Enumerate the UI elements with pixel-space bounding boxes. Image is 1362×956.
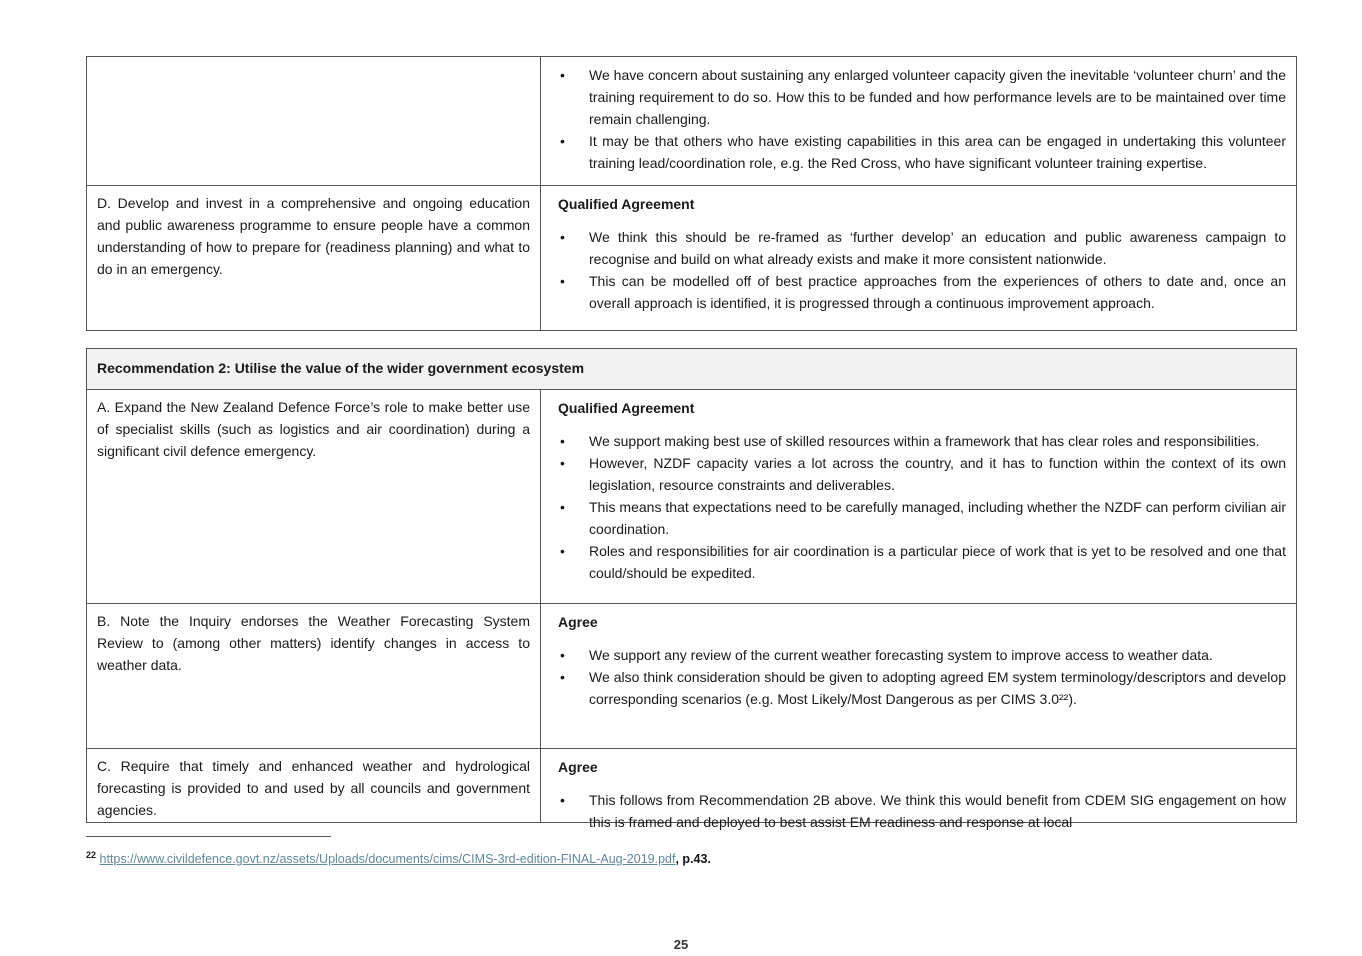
response-bullet-list bbox=[558, 789, 1286, 833]
response-cell bbox=[541, 749, 1296, 830]
response-cell bbox=[541, 604, 1296, 748]
footnote bbox=[86, 850, 711, 868]
response-bullet: • This can be modelled off of best practice approaches from the experiences of others to date and, once an overall approach is identified, it is progressed through a continuous improvement approach. bbox=[558, 270, 1286, 314]
recommendation-cell: B. Note the Inquiry endorses the Weather Forecasting System Review to (among other matters) identify changes in access to weather data. bbox=[87, 604, 541, 748]
table-row bbox=[87, 389, 1296, 603]
response-bullet: • Roles and responsibilities for air coordination is a particular piece of work that is yet to be resolved and one that could/should be expedited. bbox=[558, 540, 1286, 584]
response-status: Agree bbox=[558, 614, 598, 630]
recommendation-cell: D. Develop and invest in a comprehensive and ongoing education and public awareness programme to ensure people have a common understanding of how to prepare for (readiness planning) and what to do in an emergency. bbox=[87, 186, 541, 330]
table-row bbox=[87, 603, 1296, 748]
response-bullet: • We also think consideration should be given to adopting agreed EM system terminology/descriptors and develop corresponding scenarios (e.g. Most Likely/Most Dangerous as per CIMS 3.0²²). bbox=[558, 666, 1286, 710]
response-bullet: • We have concern about sustaining any enlarged volunteer capacity given the inevitable ‘volunteer churn’ and the training requirement to do so. How this to be funded and how performance levels are to be maintained over time remain challenging. bbox=[558, 64, 1286, 130]
recommendation-2-table bbox=[86, 348, 1297, 830]
footnote-marker: 22 bbox=[86, 849, 97, 860]
response-bullet: • We support making best use of skilled resources within a framework that has clear roles and responsibilities. bbox=[558, 430, 1286, 452]
response-bullet: • We think this should be re-framed as ‘further develop’ an education and public awareness campaign to recognise and build on what already exists and make it more consistent nationwide. bbox=[558, 226, 1286, 270]
response-cell bbox=[541, 390, 1296, 603]
response-bullet-list bbox=[558, 226, 1286, 314]
recommendation-cell: C. Require that timely and enhanced weather and hydrological forecasting is provided to and used by all councils and government agencies. bbox=[87, 749, 541, 822]
recommendation-2-header: Recommendation 2: Utilise the value of the wider government ecosystem bbox=[87, 349, 1296, 389]
response-cell bbox=[541, 186, 1296, 330]
table-row bbox=[87, 57, 1296, 185]
response-cell bbox=[541, 57, 1296, 185]
footnote-page-ref: , p.43. bbox=[675, 852, 711, 866]
response-status: Qualified Agreement bbox=[558, 400, 695, 416]
response-bullet-list bbox=[558, 644, 1286, 710]
response-bullet: • However, NZDF capacity varies a lot across the country, and it has to function within the context of its own legislation, resource constraints and deliverables. bbox=[558, 452, 1286, 496]
response-bullet: • This follows from Recommendation 2B above. We think this would benefit from CDEM SIG engagement on how this is framed and deployed to best assist EM readiness and response at local bbox=[558, 789, 1286, 833]
response-bullet-list bbox=[558, 64, 1286, 174]
footnote-link[interactable]: https://www.civildefence.govt.nz/assets/Uploads/documents/cims/CIMS-3rd-edition-FINAL-Aug-2019.pdf bbox=[99, 852, 676, 866]
recommendation-cell: A. Expand the New Zealand Defence Force’s role to make better use of specialist skills (such as logistics and air coordination) during a significant civil defence emergency. bbox=[87, 390, 541, 603]
footnote-separator bbox=[86, 836, 331, 837]
response-bullet: • It may be that others who have existing capabilities in this area can be engaged in undertaking this volunteer training lead/coordination role, e.g. the Red Cross, who have significant volunteer training expertise. bbox=[558, 130, 1286, 174]
response-bullet: • This means that expectations need to be carefully managed, including whether the NZDF can perform civilian air coordination. bbox=[558, 496, 1286, 540]
table-row bbox=[87, 748, 1296, 830]
page-number: 25 bbox=[673, 937, 689, 952]
response-status: Qualified Agreement bbox=[558, 196, 695, 212]
response-bullet: • We support any review of the current weather forecasting system to improve access to weather data. bbox=[558, 644, 1286, 666]
recommendation-cell bbox=[87, 57, 541, 185]
table-row bbox=[87, 185, 1296, 330]
recommendation-1-table bbox=[86, 56, 1297, 331]
response-status: Agree bbox=[558, 759, 598, 775]
response-bullet-list bbox=[558, 430, 1286, 584]
